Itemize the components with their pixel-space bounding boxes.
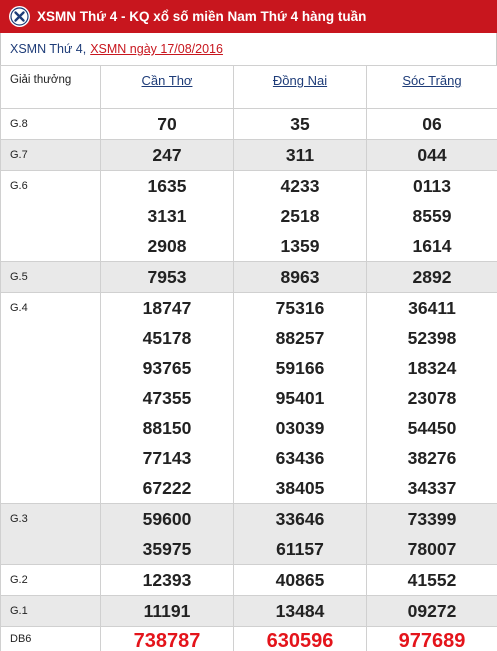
prize-label: G.6 (1, 171, 101, 262)
result-cell (234, 109, 367, 140)
result-number: 88150 (142, 418, 192, 438)
result-number: 1359 (280, 236, 320, 256)
result-cell (234, 140, 367, 171)
result-number: 88257 (275, 328, 325, 348)
result-cell (234, 262, 367, 293)
result-cell (367, 140, 497, 171)
province-link[interactable]: Cần Thơ (101, 66, 234, 109)
breadcrumb (0, 33, 497, 65)
result-number: 45178 (142, 328, 192, 348)
result-number: 35975 (142, 539, 192, 559)
result-number: 247 (152, 145, 182, 165)
result-number: 1635 (147, 176, 187, 196)
result-number: 2892 (412, 267, 452, 287)
result-number: 95401 (275, 388, 325, 408)
result-number: 13484 (275, 601, 325, 621)
result-cell (367, 565, 497, 596)
result-cell (367, 596, 497, 627)
table-row (1, 171, 497, 262)
prize-label: G.8 (1, 109, 101, 140)
prize-label: G.7 (1, 140, 101, 171)
result-number: 0113 (413, 176, 451, 196)
table-header-row (1, 66, 497, 109)
result-number: 4233 (280, 176, 320, 196)
prize-label: G.1 (1, 596, 101, 627)
province-link[interactable]: Sóc Trăng (367, 66, 497, 109)
table-row (1, 262, 497, 293)
result-number: 3131 (147, 206, 187, 226)
result-number: 78007 (407, 539, 457, 559)
table-row (1, 109, 497, 140)
result-number: 23078 (407, 388, 457, 408)
result-number: 54450 (407, 418, 457, 438)
prize-label: G.5 (1, 262, 101, 293)
result-number: 35 (290, 114, 310, 134)
result-number: 61157 (276, 539, 324, 559)
result-cell (234, 596, 367, 627)
prize-label: G.3 (1, 504, 101, 565)
results-table (0, 65, 497, 651)
page-title: XSMN Thứ 4 - KQ xổ số miền Nam Thứ 4 hàng tuần (37, 9, 367, 24)
prize-column-header: Giải thưởng (1, 66, 101, 109)
result-number: 12393 (142, 570, 192, 590)
result-number: 311 (285, 145, 315, 165)
result-number: 1614 (412, 236, 452, 256)
result-cell (367, 109, 497, 140)
result-cell (234, 293, 367, 504)
result-number: 738787 (133, 630, 201, 651)
result-number: 38276 (407, 448, 457, 468)
result-cell (234, 565, 367, 596)
result-cell (101, 109, 234, 140)
result-number: 03039 (275, 418, 325, 438)
result-cell (367, 171, 497, 262)
result-number: 2518 (280, 206, 320, 226)
table-row (1, 596, 497, 627)
prize-label: DB6 (1, 627, 101, 651)
result-number: 75316 (275, 298, 325, 318)
prize-label: G.4 (1, 293, 101, 504)
result-cell (101, 293, 234, 504)
result-number: 41552 (407, 570, 457, 590)
result-number: 33646 (275, 509, 325, 529)
result-cell (101, 504, 234, 565)
result-number: 977689 (398, 630, 466, 651)
result-number: 47355 (142, 388, 192, 408)
date-link[interactable]: XSMN ngày 17/08/2016 (90, 42, 223, 56)
result-number: 93765 (142, 358, 192, 378)
result-number: 36411 (408, 298, 456, 318)
result-number: 77143 (142, 448, 192, 468)
result-cell (367, 262, 497, 293)
result-number: 18324 (407, 358, 457, 378)
result-cell (101, 171, 234, 262)
result-number: 73399 (407, 509, 457, 529)
result-number: 06 (422, 114, 442, 134)
result-number: 38405 (275, 478, 325, 498)
result-number: 8963 (280, 267, 320, 287)
result-cell (367, 293, 497, 504)
result-number: 630596 (266, 630, 334, 651)
result-number: 52398 (407, 328, 457, 348)
result-number: 40865 (275, 570, 325, 590)
result-number: 59166 (275, 358, 325, 378)
result-number: 8559 (412, 206, 452, 226)
table-row (1, 504, 497, 565)
result-number: 63436 (275, 448, 325, 468)
result-number: 70 (157, 114, 177, 134)
result-number: 18747 (142, 298, 192, 318)
table-row (1, 140, 497, 171)
result-cell (101, 596, 234, 627)
result-cell (234, 171, 367, 262)
breadcrumb-prefix: XSMN Thứ 4, (10, 42, 87, 56)
result-number: 11191 (143, 601, 191, 621)
result-number: 09272 (407, 601, 457, 621)
page-header (0, 0, 497, 33)
prize-label: G.2 (1, 565, 101, 596)
table-row (1, 293, 497, 504)
result-cell (101, 627, 234, 651)
table-row (1, 627, 497, 651)
result-cell (367, 627, 497, 651)
result-cell (367, 504, 497, 565)
x-lottery-logo-icon (9, 6, 30, 27)
result-number: 7953 (147, 267, 187, 287)
result-cell (234, 504, 367, 565)
result-cell (101, 262, 234, 293)
result-number: 34337 (407, 478, 457, 498)
result-cell (101, 140, 234, 171)
result-number: 044 (417, 145, 447, 165)
result-cell (234, 627, 367, 651)
result-number: 59600 (142, 509, 192, 529)
result-number: 2908 (147, 236, 187, 256)
table-row (1, 565, 497, 596)
result-number: 67222 (142, 478, 192, 498)
province-link[interactable]: Đồng Nai (234, 66, 367, 109)
result-cell (101, 565, 234, 596)
